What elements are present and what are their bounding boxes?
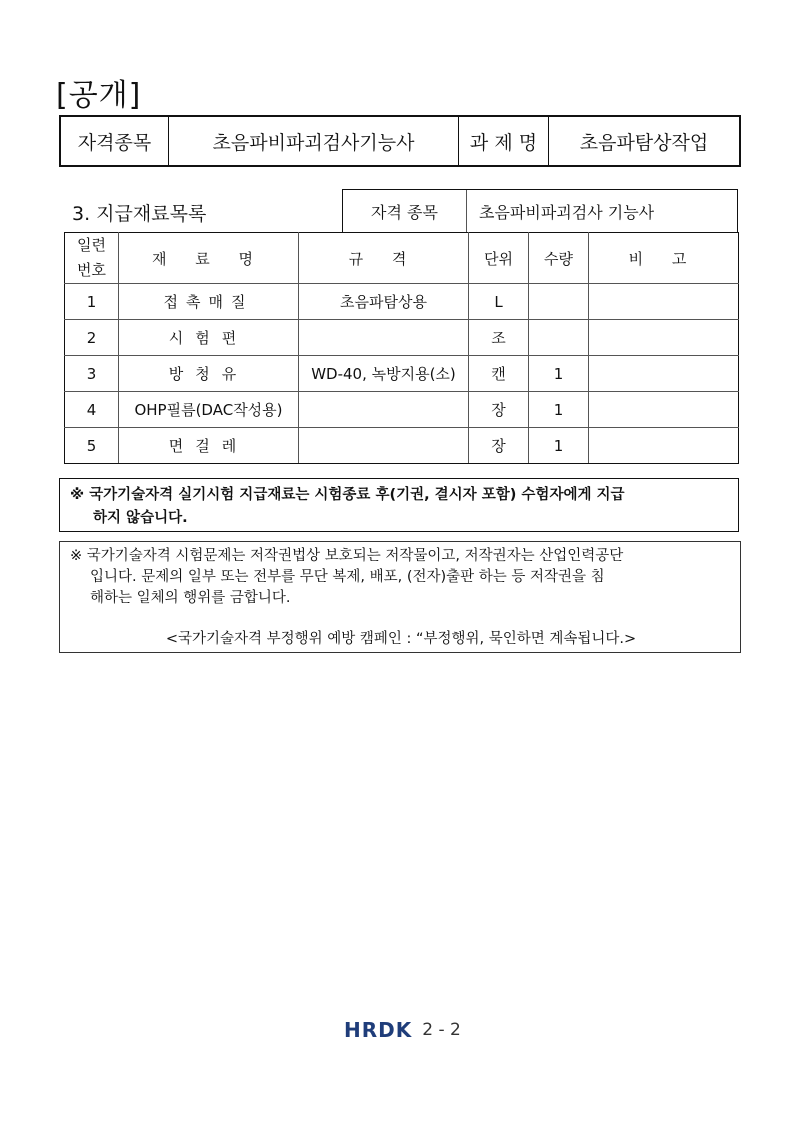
row-spec: WD-40, 녹방지용(소) bbox=[299, 356, 469, 392]
row-unit: 장 bbox=[469, 392, 529, 428]
row-qty: 1 bbox=[529, 356, 589, 392]
materials-table bbox=[64, 232, 739, 464]
qual-box-value: 초음파비파괴검사 기능사 bbox=[479, 203, 655, 222]
page-number: 2 - 2 bbox=[422, 1020, 461, 1040]
row-unit: 캔 bbox=[469, 356, 529, 392]
row-spec: 초음파탐상용 bbox=[299, 284, 469, 320]
row-no: 3 bbox=[65, 356, 119, 392]
row-no: 2 bbox=[65, 320, 119, 356]
exam-header-table bbox=[59, 115, 741, 167]
row-name: 방청유 bbox=[119, 356, 299, 392]
header-spec: 규 격 bbox=[299, 233, 469, 284]
row-spec bbox=[299, 428, 469, 464]
row-note bbox=[589, 356, 739, 392]
row-unit: 조 bbox=[469, 320, 529, 356]
row-name: 면걸레 bbox=[119, 428, 299, 464]
task-label: 과 제 명 bbox=[459, 117, 549, 165]
qualification-box bbox=[342, 189, 738, 233]
copyright-notice bbox=[59, 541, 741, 653]
notice1-line2: 하지 않습니다. bbox=[93, 510, 188, 526]
table-row bbox=[65, 320, 739, 356]
row-spec bbox=[299, 392, 469, 428]
table-row bbox=[65, 428, 739, 464]
qualification-value: 초음파비파괴검사기능사 bbox=[169, 117, 459, 165]
row-qty bbox=[529, 284, 589, 320]
material-return-notice bbox=[59, 478, 739, 532]
qualification-label: 자격종목 bbox=[61, 117, 169, 165]
task-value: 초음파탐상작업 bbox=[579, 131, 709, 154]
row-name: 시험편 bbox=[119, 320, 299, 356]
page-footer bbox=[344, 1018, 461, 1042]
hrdk-logo: HRDK bbox=[344, 1018, 413, 1042]
row-no: 4 bbox=[65, 392, 119, 428]
campaign-text: <국가기술자격 부정행위 예방 캠페인 : “부정행위, 묵인하면 계속됩니다.> bbox=[165, 631, 637, 647]
row-name: OHP필름(DAC작성용) bbox=[119, 392, 299, 428]
section-title: 3. 지급재료목록 bbox=[72, 203, 207, 225]
qual-box-label: 자격 종목 bbox=[343, 190, 467, 233]
row-no: 1 bbox=[65, 284, 119, 320]
header-serial-no: 일련 번호 bbox=[65, 233, 119, 284]
row-note bbox=[589, 320, 739, 356]
row-qty: 1 bbox=[529, 392, 589, 428]
header-quantity: 수량 bbox=[529, 233, 589, 284]
table-row bbox=[65, 392, 739, 428]
row-note bbox=[589, 392, 739, 428]
table-row bbox=[65, 284, 739, 320]
header-material-name: 재 료 명 bbox=[119, 233, 299, 284]
table-header-row bbox=[65, 233, 739, 284]
row-qty: 1 bbox=[529, 428, 589, 464]
row-name: 접촉매질 bbox=[119, 284, 299, 320]
row-note bbox=[589, 428, 739, 464]
header-note: 비 고 bbox=[589, 233, 739, 284]
row-qty bbox=[529, 320, 589, 356]
header-unit: 단위 bbox=[469, 233, 529, 284]
row-unit: 장 bbox=[469, 428, 529, 464]
notice2-line1: ※ 국가기술자격 시험문제는 저작권법상 보호되는 저작물이고, 저작권자는 산업인력공단 bbox=[70, 548, 624, 564]
row-note bbox=[589, 284, 739, 320]
row-no: 5 bbox=[65, 428, 119, 464]
table-row bbox=[65, 356, 739, 392]
row-spec bbox=[299, 320, 469, 356]
notice2-line3: 해하는 일체의 행위를 금합니다. bbox=[90, 590, 291, 606]
public-label: [공개] bbox=[56, 78, 142, 113]
notice2-line2: 입니다. 문제의 일부 또는 전부를 무단 복제, 배포, (전자)출판 하는 등 저작권을 침 bbox=[90, 569, 605, 585]
notice1-line1: ※ 국가기술자격 실기시험 지급재료는 시험종료 후(기권, 결시자 포함) 수험자에게 지급 bbox=[70, 487, 625, 503]
row-unit: L bbox=[469, 284, 529, 320]
